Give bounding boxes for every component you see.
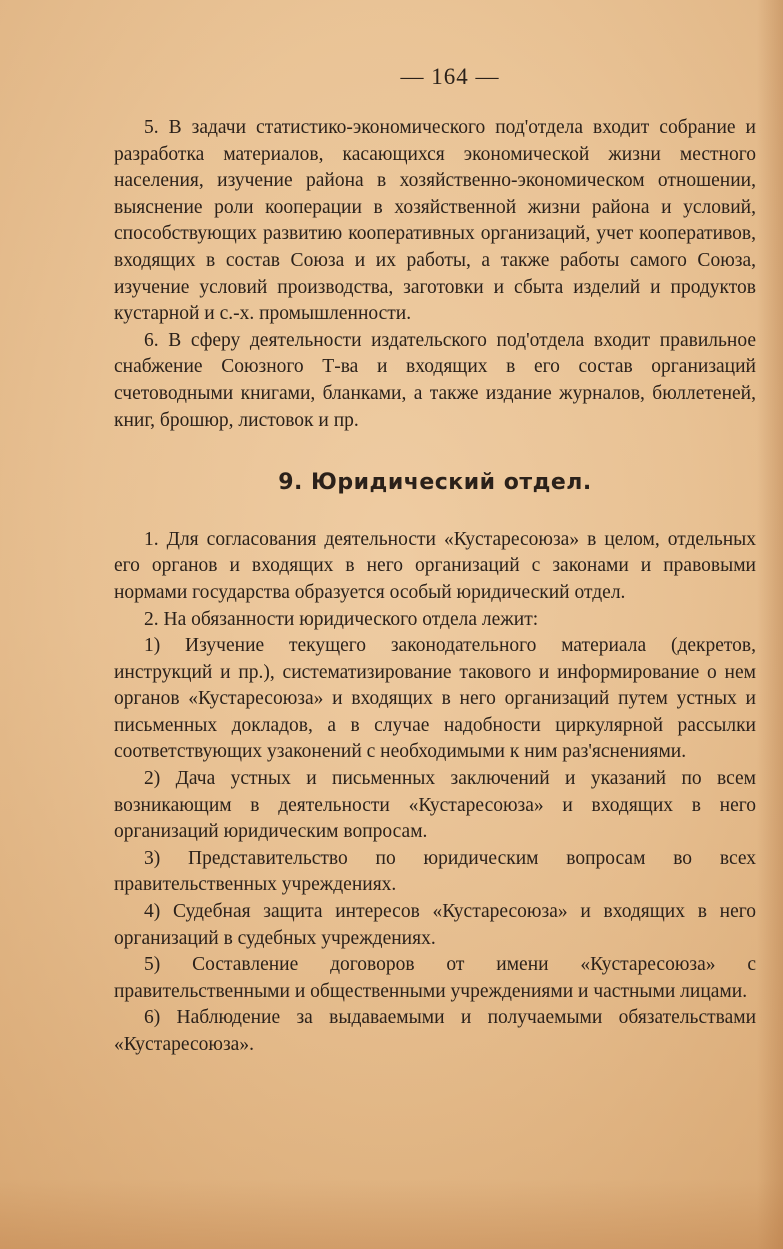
page-bottom-shadow — [0, 1179, 783, 1249]
section-paragraph-2: 2. На обязанности юридического отдела лежит: — [144, 608, 539, 630]
duty-item-5: 5) Составление договоров от имени «Кустаресоюза» с правительственными и общественными учреждениями и частными лицами. — [114, 954, 756, 1002]
section-heading: 9. Юридический отдел. — [278, 470, 592, 496]
page-text — [114, 115, 756, 1059]
duty-item-3: 3) Представительство по юридическим вопросам во всех правительственных учреждениях. — [114, 847, 756, 896]
page-number: — 164 — — [400, 64, 500, 89]
paragraph-6: 6. В сферу деятельности издательского под'отдела входит правильное снабжение Союзного Т-ва и входящих в его состав организаций счетоводными книгами, бланками, а также издание журналов, бюллетеней, книг, брошюр, листовок и пр. — [114, 329, 756, 431]
duty-item-1: 1) Изучение текущего законодательного материала (декретов, инструкций и пр.), систематизирование такового и информирование о нем органов «Кустаресоюза» и входящих в него организаций путем устных и письменных докладов, а в случае надобности циркулярной рассылки соответствующих узаконений с необходимыми к ним раз'яснениями. — [114, 635, 756, 763]
section-paragraph-1: 1. Для согласования деятельности «Кустаресоюза» в целом, отдельных его органов и входящих в него организаций с законами и правовыми нормами государства образуется особый юридический отдел. — [114, 528, 756, 603]
duty-item-4: 4) Судебная защита интересов «Кустаресоюза» и входящих в него организаций в судебных учреждениях. — [114, 901, 756, 949]
page-edge-shadow — [757, 0, 783, 1249]
duty-item-6: 6) Наблюдение за выдаваемыми и получаемыми обязательствами «Кустаресоюза». — [114, 1007, 756, 1055]
duty-item-2: 2) Дача устных и письменных заключений и указаний по всем возникающим в деятельности «Кустаресоюза» и входящих в него организаций юридическим вопросам. — [114, 768, 756, 843]
paragraph-5: 5. В задачи статистико-экономического под'отдела входит собрание и разработка материалов, касающихся экономической жизни местного населения, изучение района в хозяйственно-экономическом отношении, выяснение роли кооперации в хозяйственной жизни района и условий, способствующих развитию кооперативных организаций, учет кооперативов, входящих в состав Союза и их работы, а также работы самого Союза, изучение условий производства, заготовки и сбыта изделий и продуктов кустарной и с.-х. промышленности. — [114, 117, 756, 325]
